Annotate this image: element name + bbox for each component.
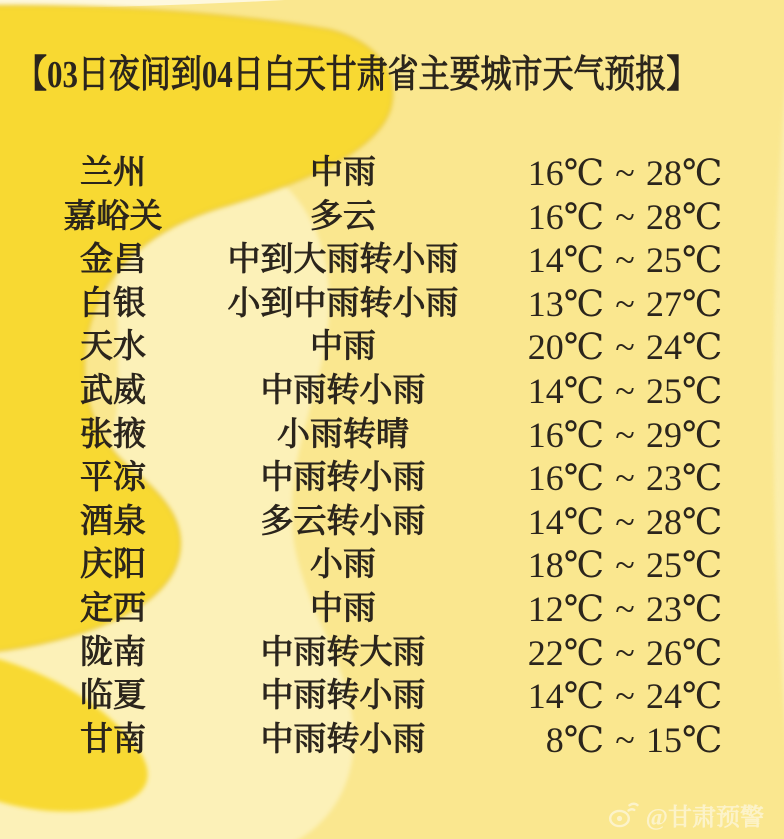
temperature-range	[520, 196, 734, 240]
city-name: 甘南	[80, 721, 146, 758]
temp-high: 24℃	[646, 676, 723, 717]
temperature-range	[520, 283, 734, 327]
city-name: 酒泉	[80, 503, 146, 540]
weibo-icon	[608, 800, 639, 828]
city-name: 张掖	[80, 416, 146, 453]
weather-condition: 多云	[310, 198, 376, 235]
temp-low: 16℃	[527, 153, 604, 193]
forecast-table	[0, 152, 784, 762]
temperature-range	[520, 675, 734, 719]
temp-high: 29℃	[646, 414, 723, 455]
temp-low: 13℃	[527, 283, 604, 324]
temp-low: 22℃	[527, 632, 604, 673]
city-name: 武威	[80, 372, 146, 409]
table-row	[0, 283, 784, 327]
temp-low: 16℃	[527, 458, 604, 499]
temperature-range	[520, 370, 734, 414]
table-row	[0, 414, 784, 458]
table-row	[0, 588, 784, 632]
temp-separator: ~	[615, 414, 635, 455]
watermark	[608, 797, 764, 831]
temp-high: 26℃	[646, 632, 723, 673]
temp-separator: ~	[615, 370, 635, 411]
table-row	[0, 719, 784, 763]
city-name: 天水	[80, 329, 146, 366]
temp-separator: ~	[615, 196, 635, 237]
temp-low: 16℃	[527, 196, 604, 237]
temperature-range	[520, 239, 734, 283]
temp-high: 15℃	[646, 719, 723, 760]
city-name: 平凉	[80, 460, 146, 497]
weather-condition: 多云转小雨	[260, 503, 426, 540]
temp-high: 28℃	[646, 196, 723, 237]
page-title: 【03日夜间到04日白天甘肃省主要城市天气预报】	[16, 54, 698, 96]
temp-separator: ~	[615, 588, 635, 629]
city-name: 白银	[80, 285, 146, 322]
city-name: 定西	[80, 590, 146, 627]
city-name: 临夏	[80, 678, 146, 715]
table-row	[0, 152, 784, 196]
table-row	[0, 501, 784, 545]
table-row	[0, 370, 784, 414]
temperature-range	[520, 501, 734, 545]
temp-separator: ~	[615, 719, 635, 760]
temp-high: 24℃	[646, 327, 723, 368]
weather-condition: 中到大雨转小雨	[227, 242, 459, 279]
temp-separator: ~	[615, 153, 635, 193]
temp-low: 16℃	[527, 414, 604, 455]
table-row	[0, 457, 784, 501]
temperature-range	[520, 544, 734, 588]
temp-separator: ~	[615, 283, 635, 324]
weather-condition: 中雨转小雨	[260, 460, 426, 497]
temp-high: 25℃	[646, 240, 723, 281]
temp-separator: ~	[615, 240, 635, 281]
temp-low: 12℃	[527, 588, 604, 629]
temp-high: 28℃	[646, 153, 723, 193]
weather-condition: 中雨转小雨	[260, 372, 426, 409]
temperature-range	[520, 414, 734, 458]
table-row	[0, 632, 784, 676]
weather-condition: 中雨转大雨	[260, 634, 426, 671]
table-row	[0, 196, 784, 240]
temperature-range	[520, 719, 734, 763]
temp-low: 8℃	[545, 719, 604, 760]
temp-separator: ~	[615, 676, 635, 717]
temp-high: 23℃	[646, 588, 723, 629]
temp-separator: ~	[615, 458, 635, 499]
table-row	[0, 544, 784, 588]
temp-high: 23℃	[646, 458, 723, 499]
weather-condition: 小到中雨转小雨	[227, 285, 459, 322]
city-name: 陇南	[80, 634, 146, 671]
temp-low: 14℃	[527, 676, 604, 717]
temperature-range	[520, 326, 734, 370]
temp-separator: ~	[615, 545, 635, 586]
temp-high: 28℃	[646, 501, 723, 542]
city-name: 庆阳	[80, 547, 146, 584]
temp-high: 27℃	[646, 283, 723, 324]
weather-condition: 小雨转晴	[277, 416, 409, 453]
temp-high: 25℃	[646, 370, 723, 411]
weather-condition: 中雨	[310, 590, 376, 627]
temperature-range	[520, 588, 734, 632]
weather-condition: 中雨	[310, 329, 376, 366]
temp-separator: ~	[615, 501, 635, 542]
city-name: 嘉峪关	[63, 198, 163, 235]
temp-low: 14℃	[527, 501, 604, 542]
temp-low: 20℃	[527, 327, 604, 368]
temp-low: 18℃	[527, 545, 604, 586]
watermark-handle: @甘肃预警	[645, 804, 764, 831]
city-name: 金昌	[80, 242, 146, 279]
temp-separator: ~	[615, 327, 635, 368]
temperature-range	[520, 457, 734, 501]
table-row	[0, 239, 784, 283]
temp-high: 25℃	[646, 545, 723, 586]
city-name: 兰州	[80, 155, 146, 191]
temperature-range	[520, 632, 734, 676]
table-row	[0, 326, 784, 370]
temp-low: 14℃	[527, 370, 604, 411]
weather-condition: 中雨转小雨	[260, 721, 426, 758]
temp-separator: ~	[615, 632, 635, 673]
weather-condition: 中雨	[310, 155, 376, 191]
weather-condition: 小雨	[310, 547, 376, 584]
weather-condition: 中雨转小雨	[260, 678, 426, 715]
temperature-range	[520, 152, 734, 196]
temp-low: 14℃	[527, 240, 604, 281]
table-row	[0, 675, 784, 719]
